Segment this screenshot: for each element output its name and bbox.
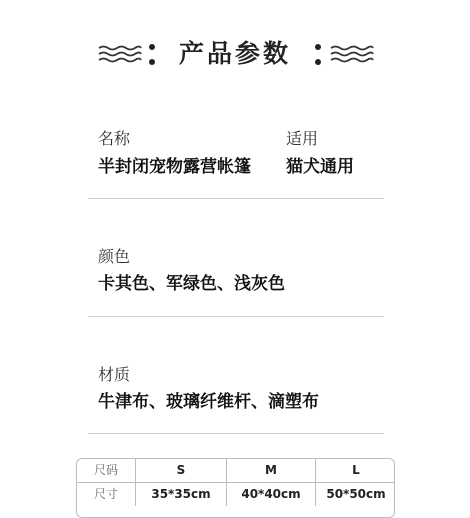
colon-decoration-icon (314, 42, 322, 68)
table-row (77, 459, 394, 482)
divider (88, 316, 384, 317)
wave-decoration-icon (330, 45, 374, 63)
table-row (77, 482, 394, 506)
size-table (76, 458, 395, 518)
material-label: 材质 (98, 365, 131, 384)
table-cell: L (315, 459, 395, 482)
table-cell: S (135, 459, 226, 482)
name-value: 半封闭宠物露营帐篷 (98, 157, 251, 177)
divider (88, 433, 384, 434)
applicable-value: 猫犬通用 (286, 157, 354, 177)
color-value: 卡其色、军绿色、浅灰色 (98, 274, 285, 294)
colon-decoration-icon (148, 42, 156, 68)
material-value: 牛津布、玻璃纤维杆、滴塑布 (98, 392, 319, 412)
table-header-cell: 尺寸 (93, 487, 118, 501)
section-header (0, 36, 470, 72)
table-header-cell: 尺码 (93, 463, 118, 477)
color-label: 颜色 (98, 247, 131, 266)
applicable-label: 适用 (286, 129, 319, 148)
table-cell: 50*50cm (315, 483, 395, 506)
table-cell: 35*35cm (135, 483, 226, 506)
table-cell: M (226, 459, 315, 482)
name-label: 名称 (98, 129, 131, 148)
wave-decoration-icon (98, 45, 142, 63)
page-title: 产品参数 (178, 39, 291, 68)
divider (88, 198, 384, 199)
table-cell: 40*40cm (226, 483, 315, 506)
